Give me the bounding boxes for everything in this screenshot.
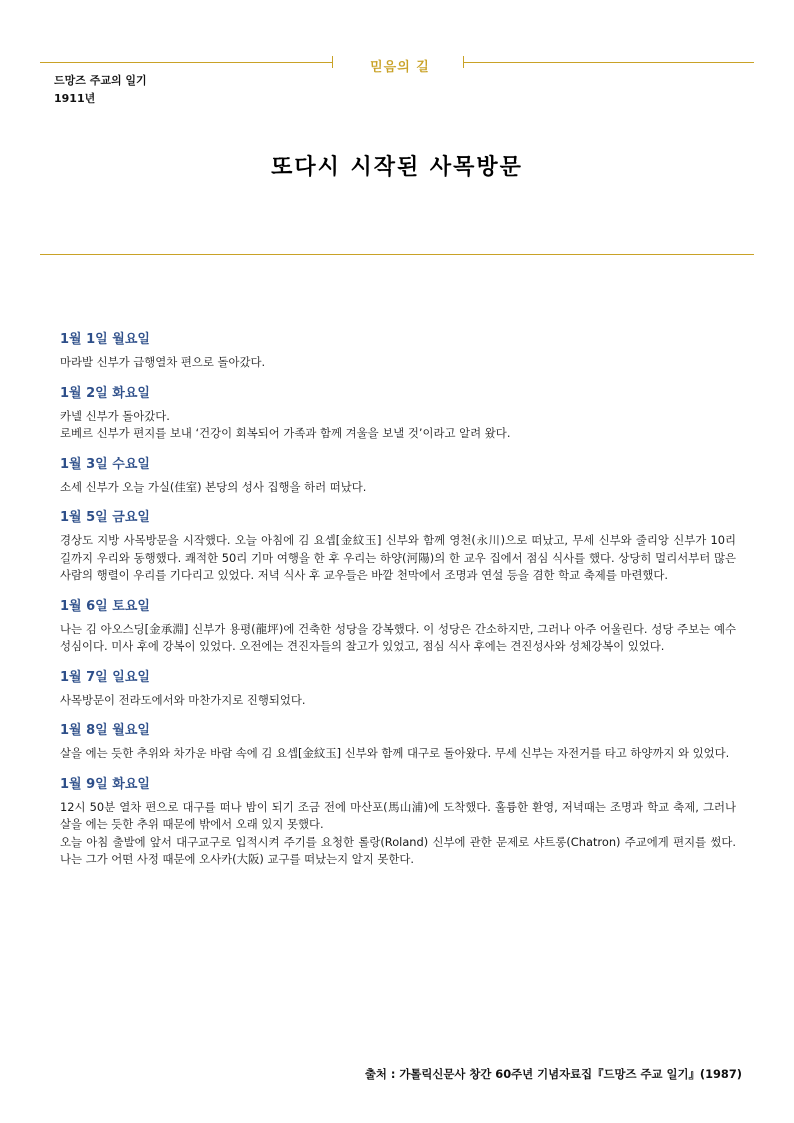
entry-text: 로베르 신부가 편지를 보내 ‘건강이 회복되어 가족과 함께 겨울을 보낼 것’이라고 알려 왔다. bbox=[60, 426, 511, 440]
entry-date: 1월 7일 일요일 bbox=[60, 669, 150, 685]
section-label: 믿음의 길 bbox=[370, 60, 430, 75]
entry-text: 오늘 아침 출발에 앞서 대구교구로 입적시켜 주기를 요청한 롤랑(Roland) 신부에 관한 문제로 샤트롱(Chatron) 주교에게 편지를 썼다. 나는 그가 어떤 사정 때문에 오사카(大阪) 교구를 떠났는지 알지 못한다. bbox=[60, 834, 736, 866]
entry-date: 1월 8일 월요일 bbox=[60, 723, 150, 738]
entry bbox=[60, 506, 736, 585]
header-rule-right bbox=[463, 62, 754, 63]
entry-date: 1월 3일 수요일 bbox=[60, 456, 150, 472]
page-title: 또다시 시작된 사목방문 bbox=[271, 155, 523, 180]
entry bbox=[60, 328, 736, 372]
entry bbox=[60, 773, 736, 869]
entry-text: 카넬 신부가 돌아갔다. bbox=[60, 408, 170, 423]
entry-date: 1월 9일 화요일 bbox=[60, 776, 150, 792]
source-citation: 출처 : 가톨릭신문사 창간 60주년 기념자료집『드망즈 주교 일기』(1987) bbox=[364, 1067, 742, 1081]
entry-date: 1월 6일 토요일 bbox=[60, 598, 150, 614]
entry bbox=[60, 382, 736, 443]
entry bbox=[60, 453, 736, 497]
header-rule-left-tick bbox=[332, 56, 333, 68]
entry-text: 12시 50분 열차 편으로 대구를 떠나 밤이 되기 조금 전에 마산포(馬山浦)에 도착했다. 훌륭한 환영, 저녁때는 조명과 학교 축제, 그러나 살을 에는 듯한 추위 때문에 밖에서 오래 있지 못했다. bbox=[60, 799, 736, 831]
entry-text: 마라발 신부가 급행열차 편으로 돌아갔다. bbox=[60, 355, 266, 369]
entry bbox=[60, 595, 736, 656]
title-rule bbox=[40, 254, 754, 255]
entry bbox=[60, 719, 736, 763]
entry-text: 사목방문이 전라도에서와 마찬가지로 진행되었다. bbox=[60, 692, 306, 707]
entry bbox=[60, 666, 736, 710]
entry-text: 경상도 지방 사목방문을 시작했다. 오늘 아침에 김 요셉[金紋玉] 신부와 함께 영천(永川)으로 떠났고, 무세 신부와 줄리앙 신부가 10리 길까지 우리와 동행했다. 쾌적한 50리 기마 여행을 한 후 우리는 하양(河陽)의 한 교우 집에서 점심 식사를 했다. 상당히 멀리서부터 많은 사람의 행렬이 우리를 기다리고 있었다. 저녁 식사 후 교우들은 바깥 천막에서 조명과 연설 등을 겸한 학교 축제를 마련했다. bbox=[60, 533, 736, 582]
entry-text: 살을 에는 듯한 추위와 차가운 바람 속에 김 요셉[金紋玉] 신부와 함께 대구로 돌아왔다. 무세 신부는 자전거를 타고 하양까지 와 있었다. bbox=[60, 746, 730, 760]
diary-title: 드망즈 주교의 일기 bbox=[54, 74, 147, 87]
entry-date: 1월 5일 금요일 bbox=[60, 510, 150, 525]
entry-text: 소세 신부가 오늘 가실(佳室) 본당의 성사 집행을 하러 떠났다. bbox=[60, 479, 367, 494]
header-rule-left bbox=[40, 62, 332, 63]
diary-entries bbox=[60, 328, 736, 879]
entry-date: 1월 2일 화요일 bbox=[60, 385, 150, 401]
diary-year: 1911년 bbox=[54, 92, 96, 105]
entry-text: 나는 김 아오스딩[金承淵] 신부가 용평(龍坪)에 건축한 성당을 강복했다. 이 성당은 간소하지만, 그러나 아주 어울린다. 성당 주보는 예수 성심이다. 미사 후에 강복이 있었다. 오전에는 견진자들의 찰고가 있었고, 점심 식사 후에는 견진성사와 성체강복이 있었다. bbox=[60, 621, 736, 653]
entry-date: 1월 1일 월요일 bbox=[60, 332, 150, 347]
